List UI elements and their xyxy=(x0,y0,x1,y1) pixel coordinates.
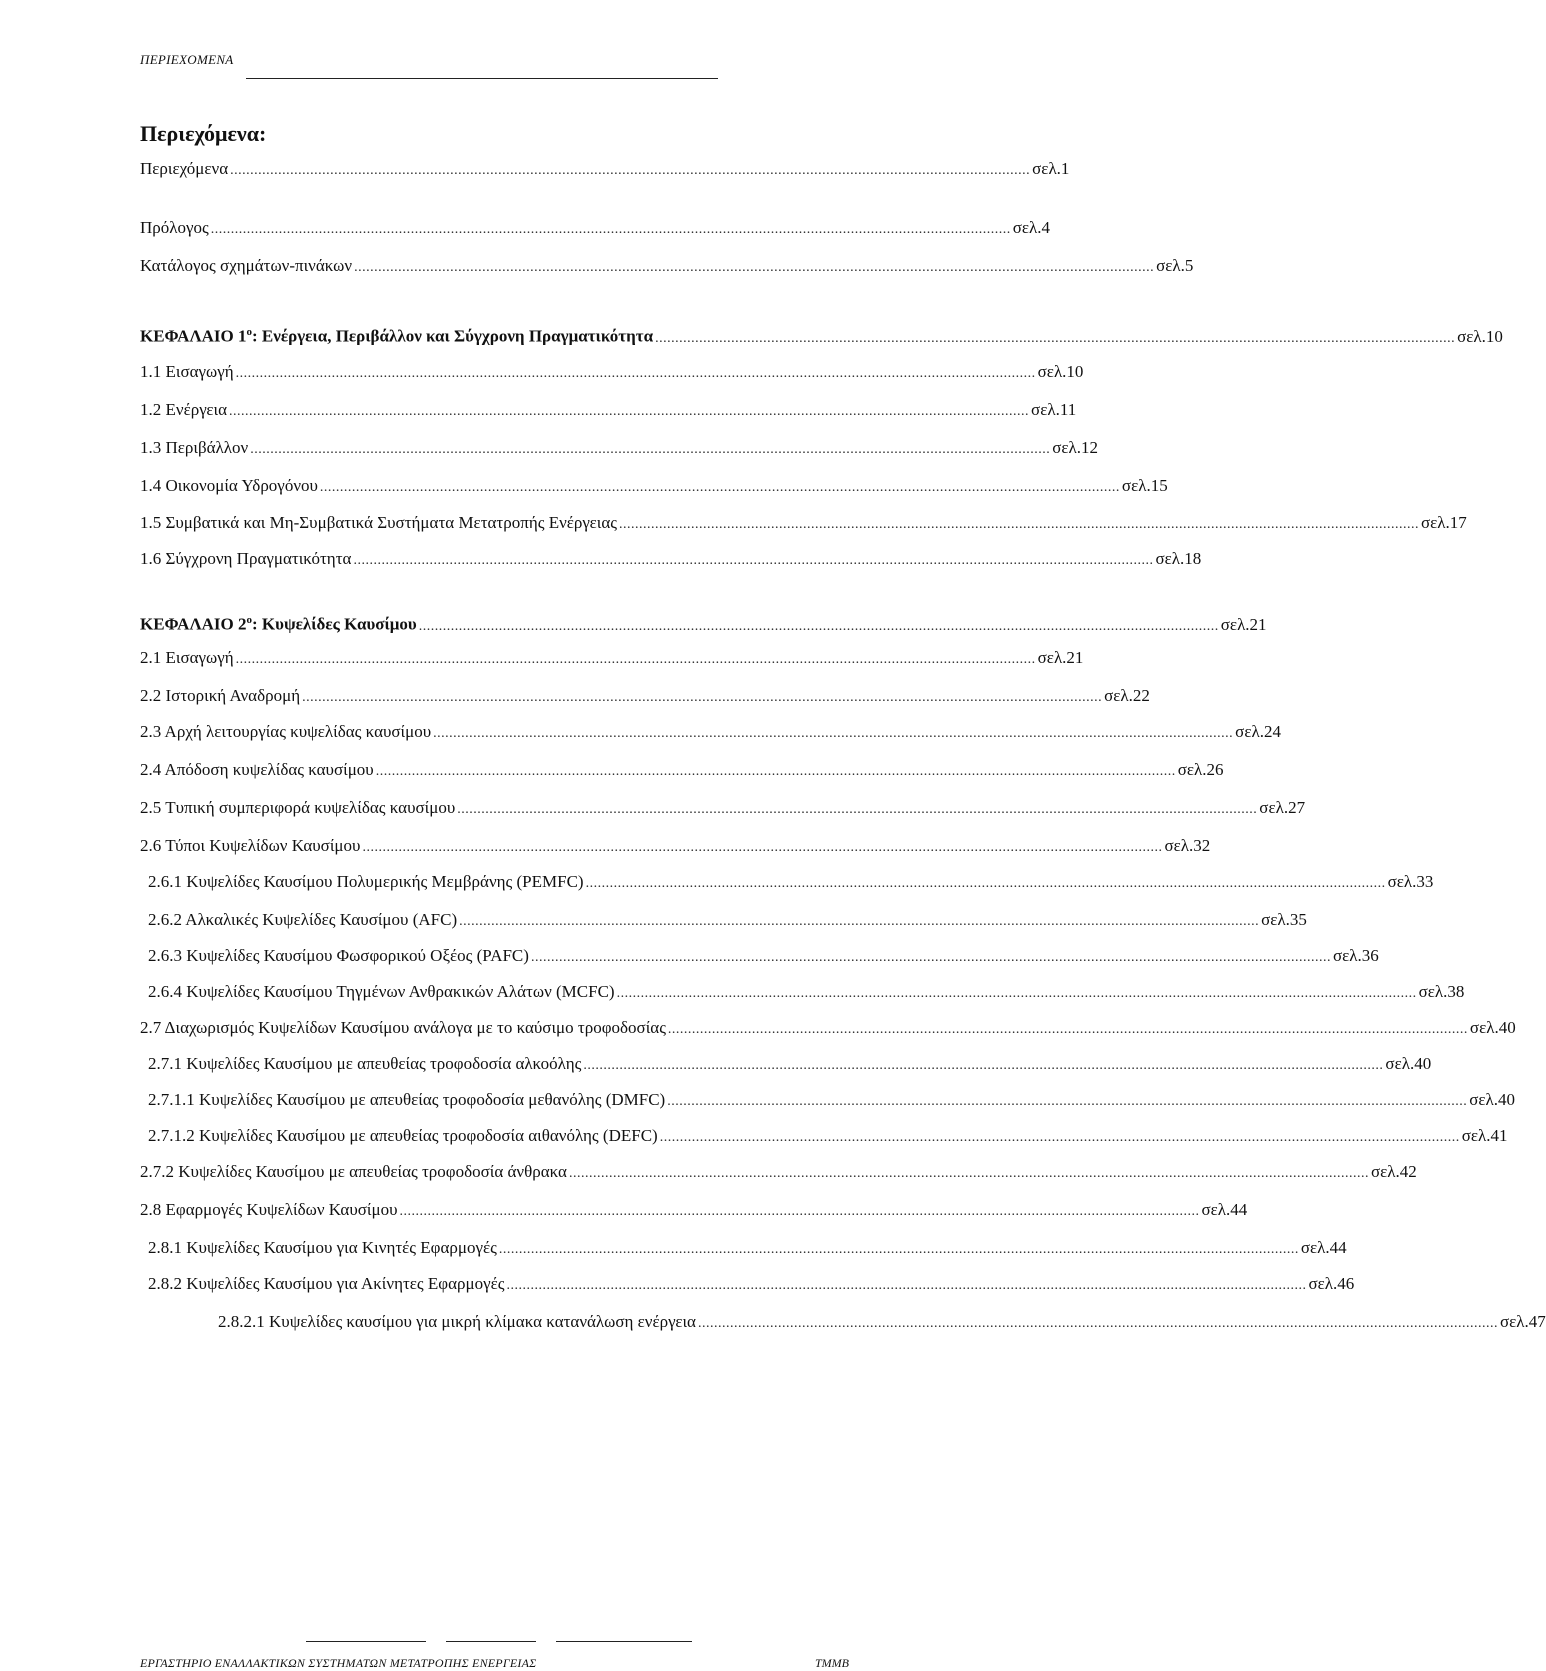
toc-entry xyxy=(140,1016,1516,1040)
toc-leader-dots: ........................................................................................................................................................................................................ xyxy=(235,366,1036,381)
toc-entry-page: σελ.12 xyxy=(1052,438,1098,457)
toc-entry xyxy=(140,1198,1248,1222)
toc-entry-page: σελ.36 xyxy=(1332,946,1379,965)
toc-entry-title: 1.3 Περιβάλλον xyxy=(140,438,249,457)
toc-entry-page: σελ.41 xyxy=(1461,1126,1508,1145)
toc-entry xyxy=(140,436,1098,460)
toc-entry-title: 2.7.1 Κυψελίδες Καυσίμου με απευθείας τροφοδοσία αλκοόλης xyxy=(148,1054,582,1073)
footer-department: ΤΜΜΒ xyxy=(815,1656,849,1670)
toc-entry xyxy=(148,908,1307,932)
toc-entry-title: 2.7.1.2 Κυψελίδες Καυσίμου με απευθείας τροφοδοσία αιθανόλης (DEFC) xyxy=(148,1126,658,1145)
toc-entry xyxy=(140,511,1467,535)
toc-entry xyxy=(140,684,1150,708)
toc-entry-title: 2.6.3 Κυψελίδες Καυσίμου Φωσφορικού Οξέος (PAFC) xyxy=(148,946,529,965)
toc-entry xyxy=(140,547,1202,571)
toc-leader-dots: ........................................................................................................................................................................................................ xyxy=(433,726,1234,741)
toc-entry-title: 2.6.4 Κυψελίδες Καυσίμου Τηγμένων Ανθρακικών Αλάτων (MCFC) xyxy=(148,982,615,1001)
toc-entry xyxy=(148,1236,1347,1260)
toc-leader-dots: ........................................................................................................................................................................................................ xyxy=(302,690,1103,705)
toc-entry-title: 2.3 Αρχή λειτουργίας κυψελίδας καυσίμου xyxy=(140,722,432,741)
toc-entry-page: σελ.42 xyxy=(1370,1162,1417,1181)
toc-entry-title: 2.7 Διαχωρισμός Κυψελίδων Καυσίμου ανάλογα με το καύσιμο τροφοδοσίας xyxy=(140,1018,666,1037)
toc-leader-dots: ........................................................................................................................................................................................................ xyxy=(457,802,1258,817)
toc-leader-dots: ........................................................................................................................................................................................................ xyxy=(585,876,1386,891)
toc-entry xyxy=(140,157,1070,181)
toc-entry-page: σελ.5 xyxy=(1156,256,1194,275)
page-title: Περιεχόμενα: xyxy=(140,121,267,146)
footer-divider-middle xyxy=(446,1641,536,1642)
toc-entry xyxy=(148,944,1379,968)
toc-leader-dots: ........................................................................................................................................................................................................ xyxy=(616,986,1417,1001)
toc-entry-page: σελ.15 xyxy=(1121,476,1168,495)
toc-leader-dots: ........................................................................................................................................................................................................ xyxy=(399,1204,1200,1219)
toc-leader-dots: ........................................................................................................................................................................................................ xyxy=(498,1242,1299,1257)
toc-entry-page: σελ.44 xyxy=(1300,1238,1347,1257)
toc-entry-title: Κατάλογος σχημάτων-πινάκων xyxy=(140,256,353,275)
toc-leader-dots: ........................................................................................................................................................................................................ xyxy=(655,330,1456,346)
toc-entry xyxy=(148,1088,1515,1112)
toc-entry-page: σελ.40 xyxy=(1385,1054,1432,1073)
toc-entry-title: 2.5 Τυπική συμπεριφορά κυψελίδας καυσίμου xyxy=(140,798,456,817)
toc-entry-page: σελ.47 xyxy=(1499,1312,1546,1331)
toc-entry xyxy=(140,720,1281,744)
toc-leader-dots: ........................................................................................................................................................................................................ xyxy=(697,1316,1498,1331)
toc-entry-page: σελ.22 xyxy=(1104,686,1150,705)
toc-entry-title: 2.7.1.1 Κυψελίδες Καυσίμου με απευθείας τροφοδοσία μεθανόλης (DMFC) xyxy=(148,1090,666,1109)
toc-entry-page: σελ.27 xyxy=(1259,798,1306,817)
toc-entry-page: σελ.4 xyxy=(1012,218,1051,237)
toc-leader-dots: ........................................................................................................................................................................................................ xyxy=(229,404,1030,419)
toc-entry xyxy=(140,360,1084,384)
footer-lab-name: ΕΡΓΑΣΤΗΡΙΟ ΕΝΑΛΛΑΚΤΙΚΩΝ ΣΥΣΤΗΜΑΤΩΝ ΜΕΤΑΤΡΟΠΗΣ ΕΝΕΡΓΕΙΑΣ xyxy=(140,1656,537,1670)
toc-entry-title: 2.8.2.1 Κυψελίδες καυσίμου για μικρή κλίμακα κατανάλωση ενέργεια xyxy=(218,1312,696,1331)
toc-leader-dots: ........................................................................................................................................................................................................ xyxy=(353,553,1154,568)
toc-entry xyxy=(140,758,1224,782)
toc-entry-title: Περιεχόμενα xyxy=(140,159,229,178)
toc-entry-page: σελ.38 xyxy=(1418,982,1465,1001)
toc-entry-title: 1.1 Εισαγωγή xyxy=(140,362,234,381)
toc-entry-title: 2.6.2 Αλκαλικές Κυψελίδες Καυσίμου (AFC) xyxy=(148,910,458,929)
footer-divider-right xyxy=(556,1641,692,1642)
toc-entry-title: 2.8 Εφαρμογές Κυψελίδων Καυσίμου xyxy=(140,1200,398,1219)
running-header: ΠΕΡΙΕΧΟΜΕΝΑ xyxy=(140,52,234,67)
toc-entry-page: σελ.40 xyxy=(1469,1018,1516,1037)
toc-leader-dots: ........................................................................................................................................................................................................ xyxy=(667,1094,1468,1109)
toc-entry xyxy=(140,474,1168,498)
toc-leader-dots: ........................................................................................................................................................................................................ xyxy=(418,618,1219,634)
toc-entry xyxy=(140,796,1306,820)
toc-entry xyxy=(148,1124,1508,1148)
toc-entry xyxy=(140,646,1084,670)
toc-entry-page: σελ.10 xyxy=(1037,362,1084,381)
toc-leader-dots: ........................................................................................................................................................................................................ xyxy=(618,517,1419,532)
toc-leader-dots: ........................................................................................................................................................................................................ xyxy=(667,1022,1468,1037)
toc-entry-page: σελ.21 xyxy=(1037,648,1084,667)
toc-entry-title: Πρόλογος xyxy=(140,218,209,237)
toc-entry-page: σελ.21 xyxy=(1220,614,1267,634)
toc-leader-dots: ........................................................................................................................................................................................................ xyxy=(235,652,1036,667)
toc-entry-page: σελ.44 xyxy=(1201,1200,1248,1219)
footer-divider-left xyxy=(306,1641,426,1642)
toc-entry-page: σελ.46 xyxy=(1308,1274,1355,1293)
toc-leader-dots: ........................................................................................................................................................................................................ xyxy=(319,480,1120,495)
toc-entry-title: 2.7.2 Κυψελίδες Καυσίμου με απευθείας τροφοδοσία άνθρακα xyxy=(140,1162,567,1181)
toc-entry-title: 1.2 Ενέργεια xyxy=(140,400,228,419)
toc-leader-dots: ........................................................................................................................................................................................................ xyxy=(459,914,1260,929)
toc-leader-dots: ........................................................................................................................................................................................................ xyxy=(250,442,1051,457)
header-divider xyxy=(246,78,718,79)
toc-entry-title: 2.6.1 Κυψελίδες Καυσίμου Πολυμερικής Μεμβράνης (PEMFC) xyxy=(148,872,584,891)
toc-entry-page: σελ.1 xyxy=(1032,159,1070,178)
toc-entry-page: σελ.33 xyxy=(1387,872,1434,891)
toc-entry xyxy=(140,1160,1417,1184)
toc-entry xyxy=(140,254,1194,278)
toc-entry-page: σελ.26 xyxy=(1177,760,1224,779)
toc-entry xyxy=(140,608,1267,634)
toc-leader-dots: ........................................................................................................................................................................................................ xyxy=(583,1058,1384,1073)
toc-entry-title: 2.6 Τύποι Κυψελίδων Καυσίμου xyxy=(140,836,361,855)
toc-entry-title: ΚΕΦΑΛΑΙΟ $2^o$: Κυψελίδες Καυσίμου xyxy=(140,614,417,634)
toc-entry-title: ΚΕΦΑΛΑΙΟ $1^o$: Ενέργεια, Περιβάλλον και Σύγχρονη Πραγματικότητα xyxy=(140,326,654,346)
toc-entry-title: 2.8.2 Κυψελίδες Καυσίμου για Ακίνητες Εφαρμογές xyxy=(148,1274,505,1293)
toc-leader-dots: ........................................................................................................................................................................................................ xyxy=(568,1166,1369,1181)
toc-entry-title: 1.6 Σύγχρονη Πραγματικότητα xyxy=(140,549,352,568)
toc-leader-dots: ........................................................................................................................................................................................................ xyxy=(210,222,1011,237)
toc-leader-dots: ........................................................................................................................................................................................................ xyxy=(230,163,1031,178)
toc-entry-title: 2.8.1 Κυψελίδες Καυσίμου για Κινητές Εφαρμογές xyxy=(148,1238,497,1257)
toc-entry xyxy=(218,1310,1546,1334)
toc-entry xyxy=(148,1052,1432,1076)
toc-entry-title: 2.2 Ιστορική Αναδρομή xyxy=(140,686,301,705)
toc-leader-dots: ........................................................................................................................................................................................................ xyxy=(362,840,1163,855)
toc-entry-page: σελ.11 xyxy=(1031,400,1077,419)
toc-entry-title: 1.5 Συμβατικά και Μη-Συμβατικά Συστήματα Μετατροπής Ενέργειας xyxy=(140,513,617,532)
toc-entry-title: 2.1 Εισαγωγή xyxy=(140,648,234,667)
toc-entry-page: σελ.18 xyxy=(1155,549,1202,568)
toc-entry xyxy=(148,1272,1355,1296)
toc-entry xyxy=(140,398,1077,422)
toc-entry-page: σελ.24 xyxy=(1235,722,1281,741)
toc-entry xyxy=(140,216,1051,240)
toc-entry-title: 1.4 Οικονομία Υδρογόνου xyxy=(140,476,318,495)
toc-entry xyxy=(140,834,1211,858)
toc-leader-dots: ........................................................................................................................................................................................................ xyxy=(354,260,1155,275)
toc-entry-title: 2.4 Απόδοση κυψελίδας καυσίμου xyxy=(140,760,374,779)
toc-leader-dots: ........................................................................................................................................................................................................ xyxy=(375,764,1176,779)
toc-leader-dots: ........................................................................................................................................................................................................ xyxy=(659,1130,1460,1145)
toc-entry xyxy=(148,870,1434,894)
toc-entry-page: σελ.40 xyxy=(1469,1090,1515,1109)
toc-entry-page: σελ.17 xyxy=(1420,513,1467,532)
toc-entry-page: σελ.32 xyxy=(1164,836,1211,855)
toc-leader-dots: ........................................................................................................................................................................................................ xyxy=(530,950,1331,965)
toc-entry-page: σελ.10 xyxy=(1457,326,1503,346)
toc-entry xyxy=(140,320,1503,346)
toc-entry-page: σελ.35 xyxy=(1261,910,1307,929)
toc-entry xyxy=(148,980,1465,1004)
toc-leader-dots: ........................................................................................................................................................................................................ xyxy=(506,1278,1307,1293)
